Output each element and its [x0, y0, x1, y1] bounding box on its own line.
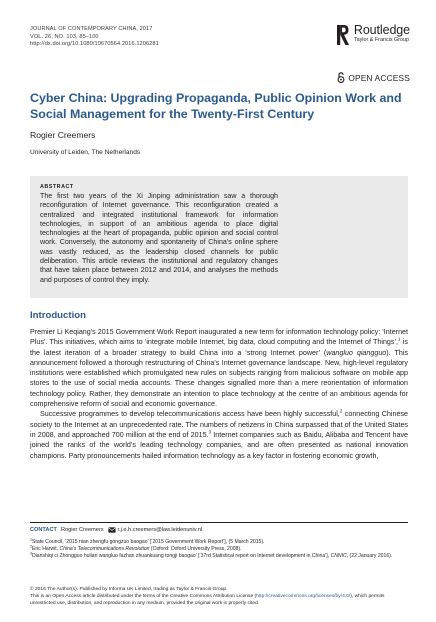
body-text-span: Internet companies such as Baidu, Alibaba and Tencent have joined the ranks of the world’s leading technology companies, and are often presented as national innovation champions. Party pronouncements hailed information technology as a key factor in fostering economic growth,	[30, 430, 408, 460]
body-text-span: ). This announcement followed a thorough restructuring of China’s Internet governance landscape. New, high-level regulatory institutions were established which promulgated new rules on subjects ranging from malicious software on mobile app stores to the use of social media accounts. These changes signalled more than a mere reorientation of information technology policy. Rather, they demonstrate an intention to place technology at the centre of an ambitious agenda for comprehensive reform of social and economic governance.	[30, 348, 408, 409]
publisher-name: Routledge	[353, 23, 410, 37]
footnote-text: Dianshiqi ci Zhongguo hulian wangluo fazhan zhuankuang tongji baogao’ [‘37rd Statistical report on Internet development in China’],	[32, 553, 331, 559]
body-text-span: Premier Li Keqiang’s 2015 Government Work Report inaugurated a new term for information technology policy: ‘Internet Plus’. This initiatives, which aims to ‘integrate mobile Internet, big data, cloud computing and the Internet of Things’,	[30, 328, 408, 347]
journal-meta	[30, 26, 159, 49]
pinyin-term: wangluo qiangguo	[326, 348, 387, 357]
footnote-item	[30, 553, 408, 560]
author-affiliation: University of Leiden, The Netherlands	[30, 149, 141, 156]
introduction-heading: Introduction	[30, 310, 86, 321]
publisher-logo	[337, 24, 410, 45]
publisher-subtitle: Taylor & Francis Group	[353, 37, 410, 43]
body-paragraph	[30, 409, 408, 460]
article-author: Rogier Creemers	[30, 130, 96, 140]
article-title: Cyber China: Upgrading Propaganda, Public Opinion Work and Social Management for the Twenty-First Century	[30, 91, 402, 121]
journal-doi-link[interactable]: http://dx.doi.org/10.1080/10670564.2016.1206281	[30, 41, 159, 48]
license-text: This is an Open Access article distributed under the terms of the Creative Commons Attribution License (	[30, 593, 257, 599]
footnote-number: 2	[30, 544, 32, 549]
body-text-span: is the latest iteration of a broader strategy to build China into a ‘strong Internet power’ (	[30, 338, 408, 357]
license-text: ), which permits unrestricted use, distribution, and reproduction in any medium, provided the original work is properly cited.	[30, 593, 385, 606]
body-text-span: Successive programmes to develop telecommunications access have been highly successful,	[40, 410, 340, 419]
footnote-number: 1	[30, 537, 32, 542]
footnote-book-title: China’s Telecommunications Revolution	[59, 546, 150, 552]
copyright-notice	[30, 587, 408, 607]
footnote-ref[interactable]: 1	[398, 336, 401, 342]
article-body	[30, 327, 408, 461]
open-access-label: OPEN ACCESS	[348, 72, 410, 83]
footnote-ref[interactable]: 3	[208, 429, 212, 435]
contact-label: CONTACT	[30, 527, 57, 533]
footnote-text: , (22 January 2016).	[346, 553, 393, 559]
footnote-source: CNNIC	[330, 553, 347, 559]
routledge-logo-icon	[337, 25, 349, 45]
copyright-line: © 2016 The Author(s). Published by Informa UK Limited, trading as Taylor & Francis Group.	[30, 587, 228, 592]
footnote-text: (Oxford: Oxford University Press, 2008).	[149, 546, 242, 552]
contact-line	[30, 527, 202, 533]
footer-divider	[30, 522, 408, 523]
contact-email-link[interactable]: r.j.e.h.creemers@law.leidenuniv.nl	[117, 527, 203, 533]
open-access-badge	[337, 72, 410, 83]
open-access-lock-icon	[337, 72, 345, 83]
body-text-span: connecting Chinese society to the Internet at an unprecedented rate. The numbers of netizens in China surpassed that of the United States in 2008, and approached 700 million at the end of 2015.	[30, 410, 408, 439]
license-statement	[30, 594, 408, 608]
journal-volume: VOL. 26, NO. 103, 85–100	[30, 33, 99, 40]
footnote-text: Eric Harwit,	[32, 546, 60, 552]
footnote-text: State Council, ‘2015 nian zhengfu gongzuo baogao’ [‘2015 Government Work Report’], (5 March 2015).	[32, 539, 265, 545]
abstract-heading: ABSTRACT	[40, 184, 74, 190]
abstract-text: The first two years of the Xi Jinping administration saw a thorough reconfiguration of Internet governance. This reconfiguration created a centralized and integrated institutional framework for information technologies, in support of an ambitious agenda to place digital technologies at the heart of propaganda, public opinion and social control work. Conversely, the autonomy and spontaneity of China’s online sphere was vastly reduced, as the leadership closed channels for public deliberation. This article reviews the institutional and regulatory changes that have taken place between 2012 and 2014, and analyses the methods and purposes of control they imply.	[40, 192, 278, 284]
footnote-number: 3	[30, 551, 32, 556]
abstract-box	[30, 176, 408, 298]
footnote-ref[interactable]: 2	[339, 409, 343, 414]
footnotes	[30, 539, 408, 560]
email-icon	[108, 527, 116, 533]
contact-name: Rogier Creemers	[60, 527, 104, 533]
license-link[interactable]: http://creativecommons.org/licenses/by/4.0/	[256, 593, 351, 599]
journal-name: JOURNAL OF CONTEMPORARY CHINA, 2017	[30, 26, 153, 32]
body-paragraph	[30, 327, 408, 409]
